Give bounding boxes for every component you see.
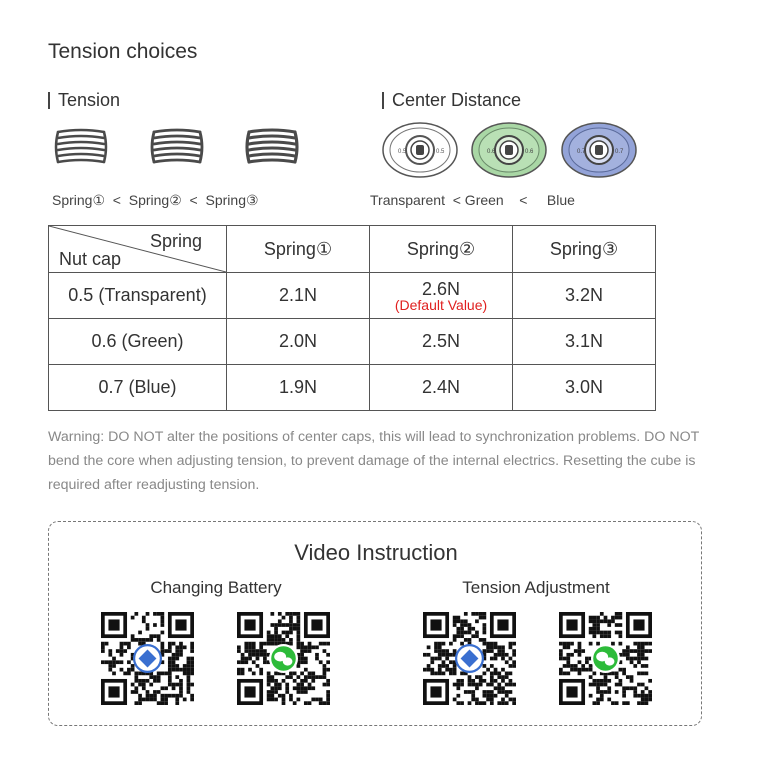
table-row [49,365,656,411]
svg-text:0.5: 0.5 [436,149,445,155]
default-value-note: (Default Value) [394,296,488,313]
changing-battery-label: Changing Battery [150,578,282,597]
transparent-cap-icon [380,120,460,180]
center-distance-label: Center Distance [392,90,522,110]
table-cell: 1.9N [227,365,370,411]
page-title: Tension choices [48,40,198,63]
table-cell-value: 2.6N [421,278,461,299]
video-instruction-title: Video Instruction [294,540,458,565]
svg-text:0.7: 0.7 [577,149,586,155]
row-label: 0.7 (Blue) [49,365,227,411]
corner-spring-label: Spring [149,231,202,251]
warning-text: Warning: DO NOT alter the positions of center caps, this will lead to synchronization problems. DO NOT bend the core when adjusting tension, to prevent damage of the internal electrics. Resetting the cube is required after readjusting tension. [48,429,700,493]
svg-text:0.7: 0.7 [615,149,624,155]
tension-table [48,225,656,411]
green-cap-icon [469,120,549,180]
tension-section-label [48,90,120,111]
cap-order-text: Transparent < Green < Blue [370,192,575,208]
spring-1-icon [52,127,110,169]
label-bar [48,92,50,109]
table-cell: 3.1N [513,319,656,365]
blue-cap-icon [559,120,639,180]
table-header-cell: Spring① [227,226,370,273]
table-header-row [49,226,656,273]
tension-adjustment-label: Tension Adjustment [462,578,610,597]
table-cell: 2.5N [370,319,513,365]
spring-2-icon [148,127,206,169]
table-cell: 2.1N [227,273,370,319]
corner-nut-cap-label: Nut cap [59,249,122,269]
svg-text:0.6: 0.6 [525,149,534,155]
wechat-qr-icon[interactable] [237,612,330,705]
gan-app-qr-icon[interactable] [423,612,516,705]
svg-text:0.6: 0.6 [487,149,496,155]
video-instruction-box [48,521,702,726]
tension-label: Tension [58,90,121,110]
table-cell: 3.0N [513,365,656,411]
table-row [49,273,656,319]
table-header-cell: Spring③ [513,226,656,273]
table-cell: 2.0N [227,319,370,365]
spring-order-text: Spring① < Spring② < Spring③ [52,192,259,208]
row-label: 0.5 (Transparent) [49,273,227,319]
row-label: 0.6 (Green) [49,319,227,365]
table-cell: 2.4N [370,365,513,411]
table-row [49,319,656,365]
table-corner-cell [49,226,227,273]
gan-app-qr-icon[interactable] [101,612,194,705]
table-cell: 3.2N [513,273,656,319]
wechat-qr-icon[interactable] [559,612,652,705]
spring-3-icon [243,127,301,169]
center-distance-section-label [382,90,521,111]
label-bar [382,92,384,109]
table-cell-default [370,273,513,319]
svg-text:0.5: 0.5 [398,149,407,155]
table-header-cell: Spring② [370,226,513,273]
